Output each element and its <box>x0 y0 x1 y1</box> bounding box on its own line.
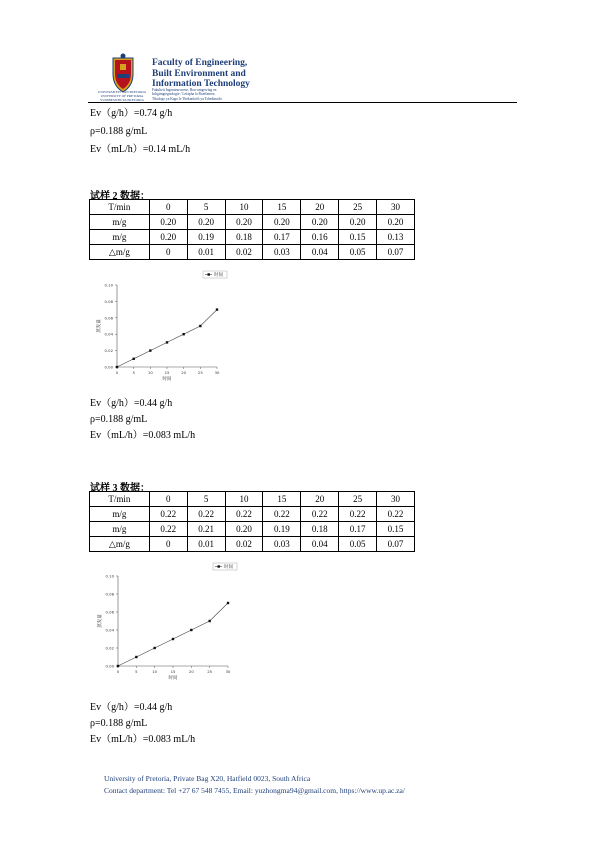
data-point <box>135 656 137 658</box>
table-cell: 0.20 <box>377 215 415 230</box>
table-cell: 0.07 <box>377 245 415 260</box>
sample-3-title: 试样 3 数据： <box>90 483 150 494</box>
density-value: ρ=0.188 g/mL <box>90 126 148 137</box>
table-cell: 0.19 <box>187 230 225 245</box>
table-cell: 0.20 <box>149 215 187 230</box>
sample-3-evaporation-rate-mlh: Ev（mL/h）=0.083 mL/h <box>90 734 196 745</box>
y-tick-label: 0.04 <box>104 331 113 337</box>
table-cell: 15 <box>263 200 301 215</box>
table-cell: 0.22 <box>187 507 225 522</box>
table-cell: 0.20 <box>149 230 187 245</box>
sample-2-evaporation-rate-gh: Ev（g/h）=0.44 g/h <box>90 398 173 409</box>
x-tick-label: 25 <box>197 370 203 375</box>
x-tick-label: 20 <box>181 370 187 375</box>
table-row <box>90 230 415 245</box>
table-cell: 0.21 <box>187 522 225 537</box>
x-tick-label: 30 <box>214 370 220 375</box>
y-tick-label: 0.08 <box>105 591 114 597</box>
sample-3-chart <box>85 560 245 695</box>
table-cell: 5 <box>187 492 225 507</box>
table-cell: 0.22 <box>149 522 187 537</box>
y-axis-label: 蒸发量 <box>98 614 103 628</box>
table-cell: 0.16 <box>301 230 339 245</box>
data-point <box>149 349 151 351</box>
table-cell: 0.22 <box>149 507 187 522</box>
table-row <box>90 537 415 552</box>
legend-marker <box>208 273 210 275</box>
table-cell: 0 <box>149 200 187 215</box>
table-cell: 0.22 <box>225 507 263 522</box>
evaporation-rate-gh: Ev（g/h）=0.74 g/h <box>90 108 173 119</box>
table-cell: 0.17 <box>263 230 301 245</box>
table-cell: 0 <box>149 537 187 552</box>
legend-label: 时间 <box>224 565 233 571</box>
university-name: UNIVERSITEIT VAN PRETORIA UNIVERSITY OF PRETORIA YUNIBESITHI YA PRETORIA <box>97 90 147 102</box>
faculty-subtitle: Fakulteit Ingenieurswese, Bou-omgewing en Inligtingtegnologie / Lefapha la Boetšenere, Tikologo ya Kago le Theknolotši ya Tshedimošo <box>152 88 222 101</box>
table-cell: m/g <box>90 230 150 245</box>
sample-2-chart <box>85 268 235 393</box>
y-tick-label: 0.00 <box>105 663 114 669</box>
sample-2-title: 试样 2 数据： <box>90 191 150 202</box>
table-cell: T/min <box>90 492 150 507</box>
table-cell: m/g <box>90 522 150 537</box>
table-cell: 0.20 <box>301 215 339 230</box>
sample-3-table <box>89 491 415 552</box>
table-cell: 0.02 <box>225 245 263 260</box>
sample-2-evaporation-rate-mlh: Ev（mL/h）=0.083 mL/h <box>90 430 196 441</box>
table-cell: 0.18 <box>301 522 339 537</box>
legend-label: 时间 <box>214 273 223 279</box>
x-tick-label: 0 <box>115 370 119 375</box>
table-cell: 0.18 <box>225 230 263 245</box>
x-tick-label: 15 <box>170 669 176 674</box>
table-cell: 0.02 <box>225 537 263 552</box>
footer-address: University of Pretoria, Private Bag X20, Hatfield 0023, South Africa <box>104 774 311 783</box>
y-tick-label: 0.00 <box>104 364 113 370</box>
table-cell: 0.13 <box>377 230 415 245</box>
data-point <box>199 325 201 327</box>
series-line <box>117 310 217 367</box>
table-cell: 0.20 <box>187 215 225 230</box>
table-cell: 0.22 <box>263 507 301 522</box>
table-row <box>90 507 415 522</box>
sample-3-density: ρ=0.188 g/mL <box>90 718 148 729</box>
table-cell: 0.22 <box>377 507 415 522</box>
table-cell: 0.05 <box>339 537 377 552</box>
sample-2-density: ρ=0.188 g/mL <box>90 414 148 425</box>
table-cell: 25 <box>339 200 377 215</box>
data-point <box>132 358 134 360</box>
table-cell: m/g <box>90 215 150 230</box>
table-row <box>90 492 415 507</box>
table-cell: △m/g <box>90 537 150 552</box>
table-cell: 0.05 <box>339 245 377 260</box>
y-tick-label: 0.06 <box>105 609 114 615</box>
data-point <box>153 647 155 649</box>
table-cell: 0.07 <box>377 537 415 552</box>
x-tick-label: 20 <box>188 669 194 674</box>
x-tick-label: 30 <box>225 669 231 674</box>
table-cell: 15 <box>263 492 301 507</box>
y-axis-label: 蒸发量 <box>97 319 102 333</box>
x-tick-label: 25 <box>207 669 213 674</box>
table-cell: 20 <box>301 492 339 507</box>
y-tick-label: 0.04 <box>105 627 114 633</box>
table-cell: m/g <box>90 507 150 522</box>
data-point <box>166 341 168 343</box>
x-tick-label: 0 <box>116 669 120 674</box>
table-cell: 0 <box>149 492 187 507</box>
table-cell: 0.04 <box>301 537 339 552</box>
header-divider <box>88 102 517 103</box>
x-tick-label: 10 <box>147 370 153 375</box>
sample-3-evaporation-rate-gh: Ev（g/h）=0.44 g/h <box>90 702 173 713</box>
y-tick-label: 0.02 <box>104 348 113 354</box>
table-cell: 10 <box>225 200 263 215</box>
table-cell: 0.15 <box>377 522 415 537</box>
table-cell: 0.17 <box>339 522 377 537</box>
table-cell: 0 <box>149 245 187 260</box>
data-point <box>182 333 184 335</box>
data-point <box>117 665 119 667</box>
y-tick-label: 0.08 <box>104 298 113 304</box>
table-row <box>90 245 415 260</box>
table-row <box>90 522 415 537</box>
table-cell: T/min <box>90 200 150 215</box>
table-cell: 0.03 <box>263 537 301 552</box>
x-tick-label: 15 <box>164 370 170 375</box>
table-cell: 0.01 <box>187 245 225 260</box>
table-cell: 0.04 <box>301 245 339 260</box>
data-point <box>227 602 229 604</box>
y-tick-label: 0.10 <box>104 282 113 288</box>
y-tick-label: 0.06 <box>104 315 113 321</box>
table-cell: 0.15 <box>339 230 377 245</box>
table-cell: 5 <box>187 200 225 215</box>
data-point <box>190 629 192 631</box>
data-point <box>116 366 118 368</box>
table-cell: 0.20 <box>225 522 263 537</box>
table-cell: 10 <box>225 492 263 507</box>
y-tick-label: 0.02 <box>105 645 114 651</box>
sample-2-table <box>89 199 415 260</box>
table-cell: 0.22 <box>339 507 377 522</box>
table-cell: 30 <box>377 492 415 507</box>
faculty-title: Faculty of Engineering, Built Environment and Information Technology <box>152 58 250 89</box>
table-cell: 0.20 <box>225 215 263 230</box>
x-tick-label: 5 <box>132 370 135 375</box>
x-axis-label: 时间 <box>168 676 178 681</box>
table-cell: 0.20 <box>339 215 377 230</box>
table-cell: 30 <box>377 200 415 215</box>
legend-marker <box>218 565 220 567</box>
x-axis-label: 时间 <box>162 377 172 382</box>
footer-contact: Contact department: Tel +27 67 548 7455, Email: yuzhongma94@gmail.com, https://www.up.ac.za/ <box>104 786 405 795</box>
table-cell: 0.22 <box>301 507 339 522</box>
data-point <box>208 620 210 622</box>
table-row <box>90 215 415 230</box>
table-cell: 25 <box>339 492 377 507</box>
table-cell: 0.01 <box>187 537 225 552</box>
y-tick-label: 0.10 <box>105 573 114 579</box>
table-row <box>90 200 415 215</box>
evaporation-rate-mlh: Ev（mL/h）=0.14 mL/h <box>90 144 191 155</box>
data-point <box>216 308 218 310</box>
table-cell: △m/g <box>90 245 150 260</box>
table-cell: 0.03 <box>263 245 301 260</box>
series-line <box>118 603 228 666</box>
table-cell: 0.19 <box>263 522 301 537</box>
table-cell: 0.20 <box>263 215 301 230</box>
x-tick-label: 5 <box>135 669 138 674</box>
data-point <box>172 638 174 640</box>
x-tick-label: 10 <box>152 669 158 674</box>
table-cell: 20 <box>301 200 339 215</box>
